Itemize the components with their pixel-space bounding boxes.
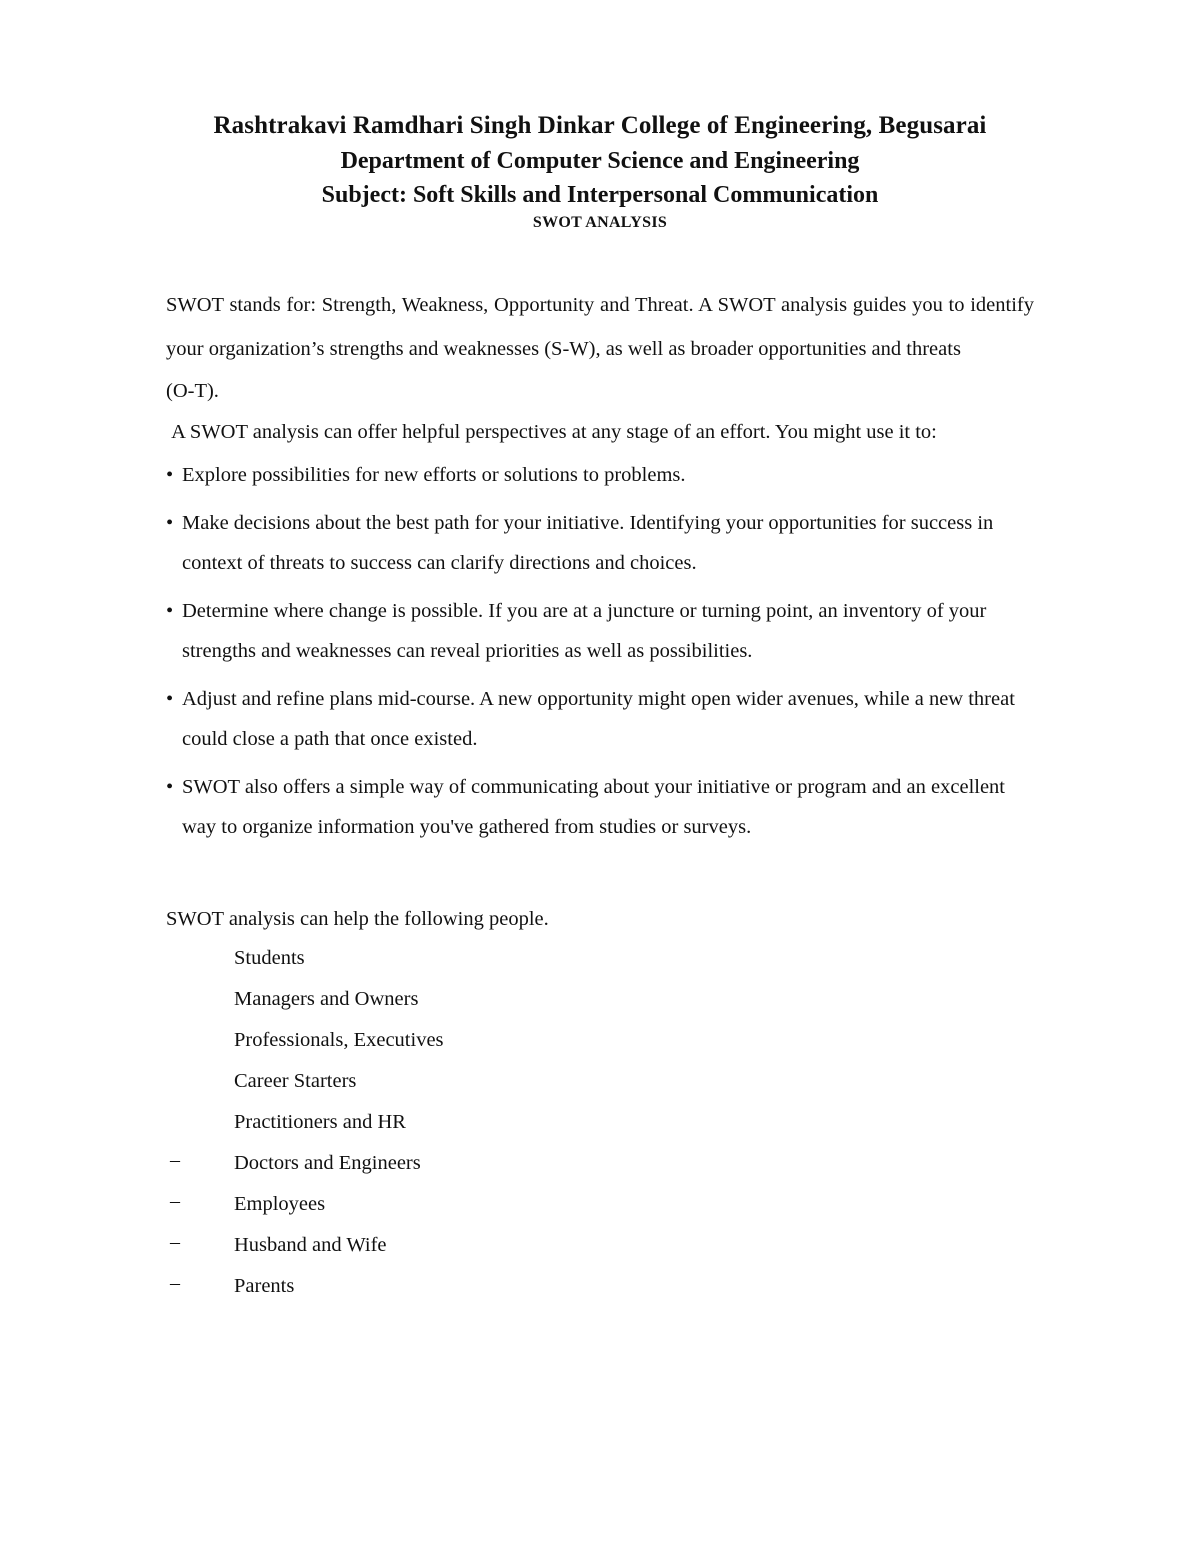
person-name: Career Starters: [234, 1070, 357, 1092]
help-heading: SWOT analysis can help the following people.: [166, 908, 549, 930]
list-item: [166, 1185, 1034, 1226]
intro-paragraph: SWOT stands for: Strength, Weakness, Opportunity and Threat. A SWOT analysis guides you to identify your organization’s strengths and weaknesses (S-W), as well as broader opportunities and threats: [166, 294, 1034, 360]
people-list: [166, 939, 1034, 1308]
intro-paragraph-tail: (O-T).: [166, 380, 219, 402]
use-paragraph: [166, 417, 1034, 447]
dash-icon: –: [170, 1231, 180, 1253]
use-paragraph-text: A SWOT analysis can offer helpful perspectives at any stage of an effort. You might use it to:: [171, 421, 937, 443]
person-name: Doctors and Engineers: [234, 1152, 421, 1174]
bullet-icon: •: [166, 776, 174, 798]
department-name: Department of Computer Science and Engineering: [340, 148, 860, 174]
bullet-text: Make decisions about the best path for your initiative. Identifying your opportunities for success in context of threats to success can clarify directions and choices.: [182, 512, 994, 574]
list-item: [166, 679, 1034, 759]
list-item: [166, 1226, 1034, 1267]
dash-icon: –: [170, 1272, 180, 1294]
use-bullet-list: [166, 455, 1034, 847]
list-item: [166, 767, 1034, 847]
subject-line: Subject: Soft Skills and Interpersonal Communication: [321, 182, 879, 208]
person-name: Students: [234, 947, 305, 969]
dash-icon: –: [170, 1190, 180, 1212]
person-name: Husband and Wife: [234, 1234, 387, 1256]
person-name: Managers and Owners: [234, 988, 419, 1010]
bullet-icon: •: [166, 512, 174, 534]
document-title: SWOT ANALYSIS: [532, 214, 668, 231]
list-item: [166, 1103, 1034, 1144]
bullet-text: Adjust and refine plans mid-course. A new opportunity might open wider avenues, while a new threat could close a path that once existed.: [182, 688, 1015, 750]
bullet-icon: •: [166, 688, 174, 710]
list-item: [166, 1021, 1034, 1062]
document-header: [0, 108, 1200, 234]
list-item: [166, 1267, 1034, 1308]
person-name: Professionals, Executives: [234, 1029, 444, 1051]
person-name: Employees: [234, 1193, 326, 1215]
list-item: [166, 1062, 1034, 1103]
list-item: [166, 503, 1034, 583]
bullet-icon: •: [166, 464, 174, 486]
list-item: [166, 1144, 1034, 1185]
bullet-icon: •: [166, 600, 174, 622]
bullet-text: Explore possibilities for new efforts or solutions to problems.: [182, 464, 686, 486]
document-body: [166, 283, 1034, 1308]
person-name: Practitioners and HR: [234, 1111, 406, 1133]
college-name: Rashtrakavi Ramdhari Singh Dinkar College of Engineering, Begusarai: [213, 112, 987, 139]
dash-icon: –: [170, 1149, 180, 1171]
list-item: [166, 591, 1034, 671]
bullet-text: Determine where change is possible. If you are at a juncture or turning point, an inventory of your strengths and weaknesses can reveal priorities as well as possibilities.: [182, 600, 987, 662]
person-name: Parents: [234, 1275, 295, 1297]
list-item: [166, 980, 1034, 1021]
list-item: [166, 939, 1034, 980]
bullet-text: SWOT also offers a simple way of communicating about your initiative or program and an excellent way to organize information you've gathered from studies or surveys.: [182, 776, 1006, 838]
list-item: [166, 455, 1034, 495]
